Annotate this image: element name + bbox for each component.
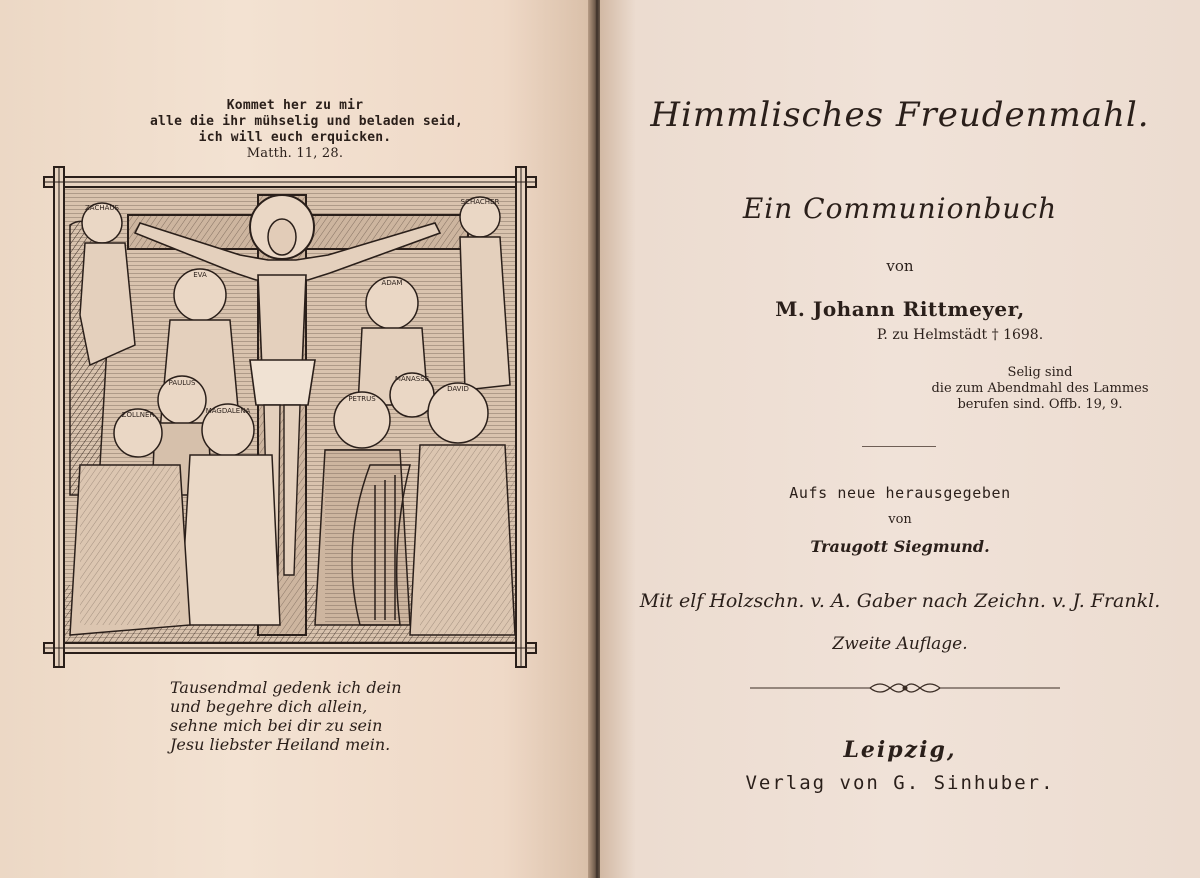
- verse-line: Tausendmal gedenk ich dein: [170, 678, 402, 697]
- publisher: Verlag von G. Sinhuber.: [745, 772, 1055, 794]
- halo-label: MANASSE: [394, 375, 430, 383]
- motto-line: berufen sind. Offb. 19, 9.: [957, 397, 1123, 412]
- halo-label: ZACHÄUS: [85, 204, 119, 212]
- illustrations-note: Mit elf Holzschn. v. A. Gaber nach Zeichn. v. J. Frankl.: [639, 590, 1161, 612]
- epigraph-reference: Matth. 11, 28.: [246, 146, 344, 161]
- halo-label: MAGDALENA: [205, 407, 251, 415]
- author-note: P. zu Helmstädt † 1698.: [876, 327, 1044, 343]
- halo-label: ZÖLLNER: [121, 411, 155, 419]
- verse-line: Jesu liebster Heiland mein.: [170, 735, 391, 754]
- motto-line: die zum Abendmahl des Lammes: [931, 381, 1149, 396]
- right-page: [600, 0, 1200, 878]
- book-subtitle: Ein Communionbuch: [742, 192, 1058, 225]
- by-label: von: [886, 257, 914, 275]
- motto-line: Selig sind: [1007, 365, 1073, 380]
- ornamental-rule: [750, 678, 1060, 698]
- halo-label: PAULUS: [168, 379, 196, 387]
- halo-label: EVA: [193, 271, 207, 279]
- verse-line: und begehre dich allein,: [170, 697, 368, 716]
- verse-line: sehne mich bei dir zu sein: [170, 716, 383, 735]
- epigraph: [150, 98, 464, 162]
- halo-label: ADAM: [381, 279, 403, 287]
- editor-name: Traugott Siegmund.: [810, 537, 990, 556]
- halo-label: SCHÄCHER: [460, 198, 500, 206]
- author-name: M. Johann Rittmeyer,: [775, 297, 1025, 321]
- verse: [170, 678, 470, 754]
- edition-note: Zweite Auflage.: [832, 634, 968, 654]
- epigraph-line: Kommet her zu mir: [226, 98, 364, 113]
- epigraph-line: ich will euch erquicken.: [198, 130, 392, 145]
- short-divider: [862, 446, 936, 447]
- by-label-2: von: [888, 512, 912, 527]
- book-title: Himmlisches Freudenmahl.: [650, 95, 1150, 135]
- edited-line: Aufs neue herausgegeben: [789, 484, 1011, 502]
- halo-label: PETRUS: [348, 395, 376, 403]
- crucifixion-woodcut: [40, 165, 540, 670]
- epigraph-line: alle die ihr mühselig und beladen seid,: [150, 114, 464, 129]
- publication-city: Leipzig,: [843, 737, 957, 763]
- halo-label: DAVID: [447, 385, 469, 393]
- motto: [925, 365, 1155, 413]
- left-page: [0, 0, 592, 878]
